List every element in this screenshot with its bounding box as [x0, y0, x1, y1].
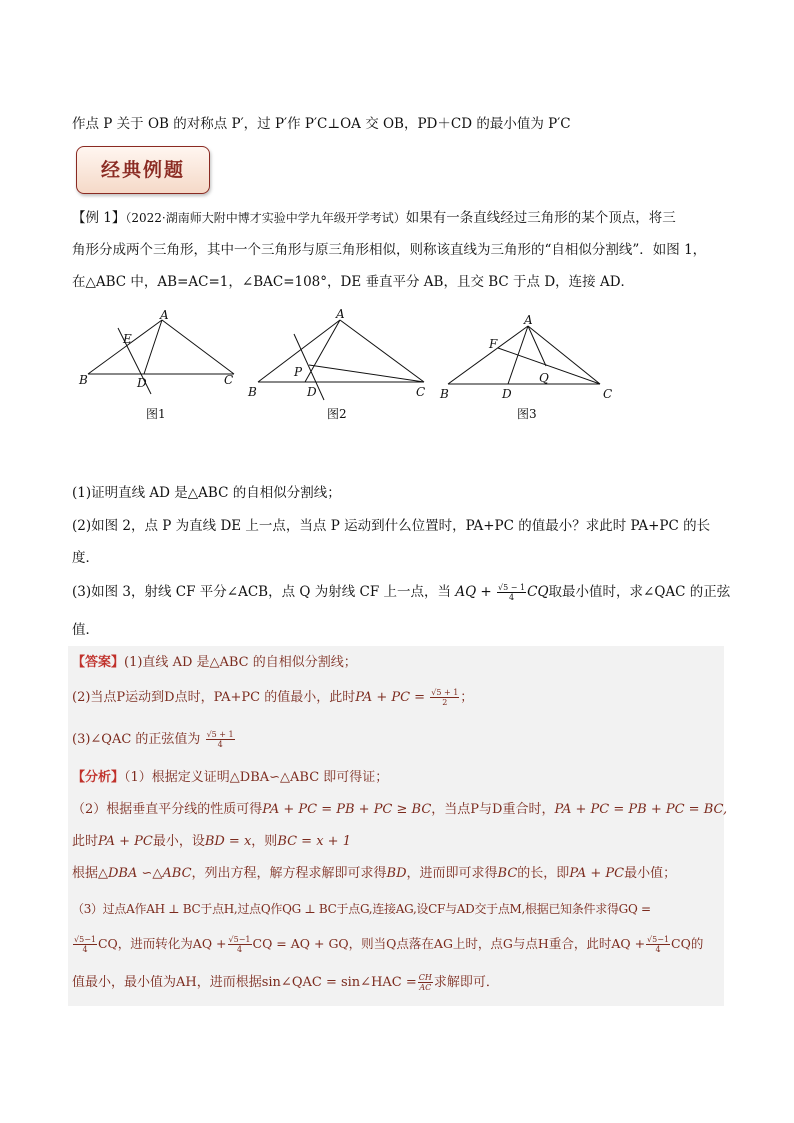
answer-1: (1)直线 AD 是△ABC 的自相似分割线； [124, 655, 357, 670]
fig3-label-q: Q [539, 371, 549, 385]
example-line-3: 在△ABC 中，AB=AC=1，∠BAC=108°，DE 垂直平分 AB，且交 BC 于点 D，连接 AD． [72, 274, 635, 290]
figure-1 [88, 320, 234, 394]
fig2-label-d: D [307, 385, 317, 399]
answer-line-1 [72, 653, 357, 673]
analysis-1: （1）根据定义证明△DBA∽△ABC 即可得证； [124, 770, 389, 785]
analysis-2b: ，当点P与D重合时， [431, 802, 555, 817]
fig1-label-b: B [79, 373, 88, 387]
question-2-line-1: (2)如图 2，点 P 为直线 DE 上一点，当点 P 运动到什么位置时，PA+PC 的值最小？求此时 PA+PC 的长 [72, 518, 711, 534]
fig3-ray-cf [498, 348, 600, 384]
fig3-label-b: B [440, 387, 449, 401]
analysis-3-math-3: BC = x + 1 [277, 834, 351, 849]
answer-3-text: (3)∠QAC 的正弦值为 [72, 732, 201, 747]
section-title-badge: 经典例题 [76, 146, 210, 194]
analysis-tag: 【分析】 [72, 770, 125, 785]
analysis-4-math-1: △DBA ∽△ABC [98, 866, 192, 881]
q3-expr-aq: AQ + [455, 584, 492, 600]
analysis-7-fraction: $\frac{CH}{AC}$ [418, 973, 432, 992]
q3-text-2: 取最小值时，求∠QAC 的正弦 [548, 584, 731, 600]
fig1-segment-ad [144, 320, 162, 374]
analysis-6a: CQ，进而转化为AQ + [97, 936, 227, 951]
figure-2 [258, 320, 424, 400]
q3-expr-cq: CQ [527, 584, 549, 600]
answer-tag: 【答案】 [72, 655, 125, 670]
q3-fraction: $\frac{√5 - 1}{4}$ [498, 583, 526, 602]
fig3-caption: 图3 [517, 407, 537, 421]
example-line-1 [72, 208, 676, 228]
analysis-3c: ，则 [251, 834, 278, 849]
analysis-4-math-3: BC [497, 866, 518, 881]
fig1-label-a: A [160, 308, 169, 322]
analysis-line-2 [72, 800, 727, 820]
answer-2-fraction: $\frac{√5 + 1}{2}$ [431, 688, 459, 707]
example-source: （2022·湖南师大附中博才实验中学九年级开学考试） [125, 211, 406, 225]
analysis-4e: 最小值； [624, 866, 677, 881]
fig3-label-f: F [489, 337, 498, 351]
intro-line: 作点 P 关于 OB 的对称点 P′，过 P′作 P′C⊥OA 交 OB，PD＋CD 的最小值为 P′C [72, 116, 571, 132]
fig2-caption: 图2 [327, 407, 347, 421]
answer-line-3 [72, 730, 236, 750]
answer-3-fraction: $\frac{√5 + 1}{4}$ [206, 730, 234, 749]
fig2-side-ac [340, 320, 424, 382]
question-2-line-2: 度． [72, 550, 99, 566]
analysis-4b: ，列出方程，解方程求解即可求得 [191, 866, 387, 881]
analysis-2-math-2: PA + PC = PB + PC = BC, [554, 802, 728, 817]
analysis-4a: 根据 [72, 866, 99, 881]
answer-2-end: ； [460, 690, 474, 705]
fig3-label-c: C [603, 387, 613, 401]
fig2-label-b: B [248, 385, 257, 399]
analysis-3-math-1: PA + PC [98, 834, 153, 849]
analysis-6-fraction-3: $\frac{√5-1}{4}$ [647, 935, 670, 954]
analysis-6b: CQ = AQ + GQ，则当Q点落在AG上时，点G与点H重合，此时AQ + [252, 936, 646, 951]
question-3-line-2: 值． [72, 622, 99, 638]
question-3-line-1 [72, 582, 730, 602]
analysis-line-6 [72, 934, 703, 954]
analysis-6-fraction-2: $\frac{√5-1}{4}$ [228, 935, 251, 954]
fig2-segment-ad [305, 320, 340, 382]
answer-2-expr: PA + PC = [355, 690, 426, 705]
fig2-segment-pc [309, 365, 424, 382]
fig1-label-d: D [137, 376, 147, 390]
analysis-4-math-4: PA + PC [569, 866, 625, 881]
q3-text-1: (3)如图 3，射线 CF 平分∠ACB，点 Q 为射线 CF 上一点，当 [72, 584, 452, 600]
analysis-3b: 最小，设 [152, 834, 205, 849]
geometry-figures [76, 302, 636, 424]
analysis-2a: （2）根据垂直平分线的性质可得 [72, 802, 263, 817]
fig1-caption: 图1 [146, 407, 166, 421]
analysis-3-math-2: BD = x [204, 834, 252, 849]
fig1-side-ab [88, 320, 162, 374]
analysis-7a: 值最小，最小值为AH，进而根据sin∠QAC = sin∠HAC = [72, 975, 417, 990]
analysis-6c: CQ的 [671, 936, 704, 951]
fig1-label-e: E [123, 332, 132, 346]
analysis-2-math-1: PA + PC = PB + PC ≥ BC [262, 802, 432, 817]
fig2-label-a: A [336, 307, 345, 321]
answer-2-text: (2)当点P运动到D点时，PA+PC 的值最小，此时 [72, 690, 356, 705]
analysis-line-4 [72, 864, 676, 884]
fig3-side-ab [448, 326, 528, 384]
example-line-2: 角形分成两个三角形，其中一个三角形与原三角形相似，则称该直线为三角形的“自相似分割线”．如图 1， [72, 242, 707, 258]
fig2-label-c: C [416, 385, 426, 399]
figure-3 [448, 326, 600, 384]
analysis-4c: ，进而即可求得 [406, 866, 498, 881]
analysis-7b: 求解即可． [433, 975, 499, 990]
analysis-3a: 此时 [72, 834, 99, 849]
example-label: 【例 1】 [72, 210, 126, 226]
analysis-6-fraction-1: $\frac{√5-1}{4}$ [74, 935, 96, 954]
fig1-side-ac [162, 320, 234, 374]
fig3-label-a: A [524, 313, 533, 327]
answer-line-2 [72, 688, 473, 708]
analysis-4d: 的长，即 [517, 866, 570, 881]
analysis-line-3 [72, 832, 351, 852]
analysis-4-math-2: BD [386, 866, 407, 881]
fig1-label-c: C [224, 373, 234, 387]
fig2-label-p: P [294, 365, 303, 379]
example-text-1: 如果有一条直线经过三角形的某个顶点，将三 [405, 210, 676, 226]
analysis-line-5: （3）过点A作AH ⊥ BC于点H,过点Q作QG ⊥ BC于点G,连接AG,设CF与AD交于点M,根据已知条件求得GQ = [72, 902, 651, 916]
question-1: (1)证明直线 AD 是△ABC 的自相似分割线； [72, 485, 341, 501]
analysis-line-7 [72, 973, 499, 993]
analysis-line-1 [72, 768, 388, 788]
fig3-label-d: D [502, 387, 512, 401]
